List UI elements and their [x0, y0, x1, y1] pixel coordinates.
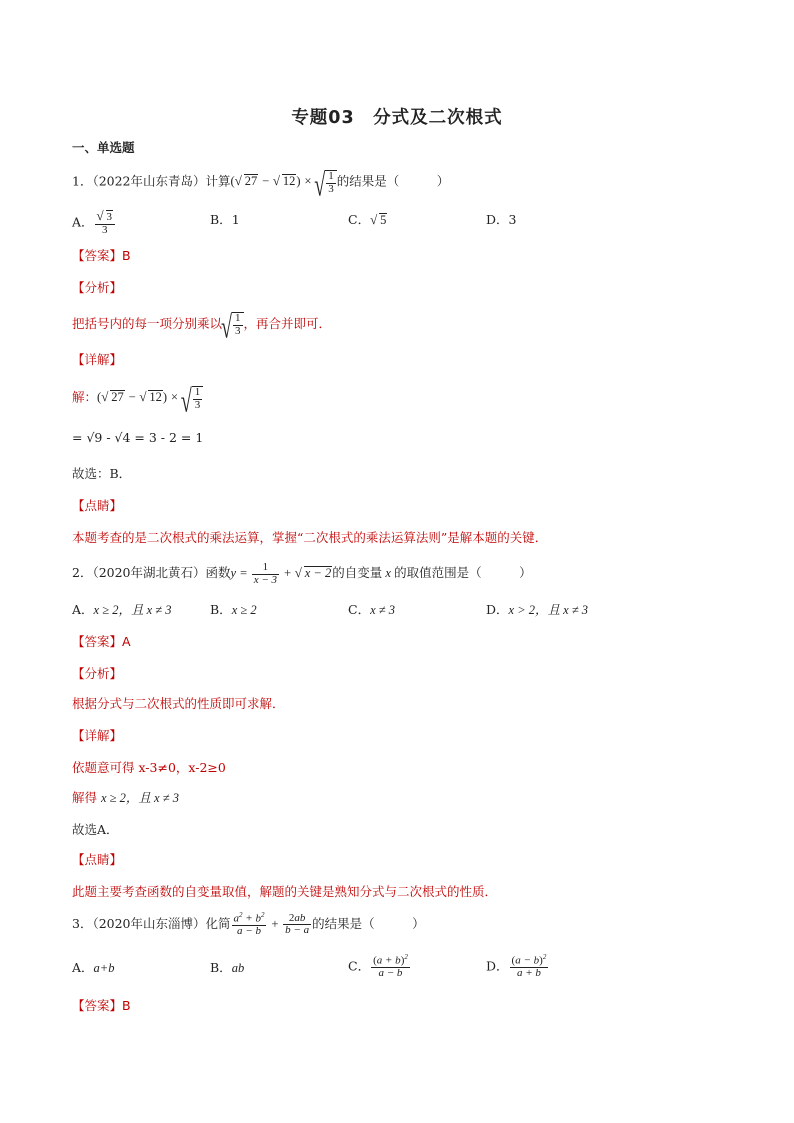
- option-b: B．x ≥ 2: [210, 602, 257, 617]
- option-a: A．a+b: [72, 960, 115, 975]
- q2-comment-label: 【点睛】: [72, 852, 123, 867]
- option-d: D．x > 2，且 x ≠ 3: [486, 602, 589, 617]
- question-1-prefix: 1．（2022年山东青岛）计算: [72, 173, 231, 189]
- option-c: C．x ≠ 3: [348, 602, 395, 617]
- option-c: C．√ 5: [348, 212, 387, 228]
- q1-answer: 【答案】B: [72, 248, 131, 263]
- q1-detail-line-3: 故选：B．: [72, 466, 132, 481]
- q2-detail-line-2: 解得 x ≥ 2，且 x ≠ 3: [72, 790, 179, 805]
- q2-detail-label: 【详解】: [72, 728, 123, 743]
- q3-answer: 【答案】B: [72, 998, 131, 1013]
- option-b: B．ab: [210, 960, 245, 975]
- option-b: B．1: [210, 212, 240, 227]
- option-a: A．x ≥ 2，且 x ≠ 3: [72, 602, 172, 617]
- option-d: D． $\frac{(a - b)^2}{a + b}$: [486, 953, 547, 980]
- q1-detail-expression: (√ 27 − √ 12) × √ $\frac{1}{3}$: [97, 390, 203, 404]
- q1-detail-label: 【详解】: [72, 352, 123, 367]
- q2-comment-text: 此题主要考查函数的自变量取值，解题的关键是熟知分式与二次根式的性质．: [72, 884, 498, 899]
- q1-detail-line-1: 解：(√ 27 − √ 12) × √ $\frac{1}{3}$: [72, 386, 203, 411]
- question-3: 3．（2020年山东淄博）化简 $\frac{a^2 + b^2}{a - b}$ + $\frac{2ab}{b - a}$ 的结果是（ ）: [72, 911, 425, 938]
- option-d: D．3: [486, 212, 517, 227]
- question-1: [72, 170, 449, 195]
- q1-analysis-text: 把括号内的每一项分别乘以 √ $\frac{1}{3}$ ，再合并即可．: [72, 312, 331, 337]
- question-3-expression: $\frac{a^2 + b^2}{a - b}$ + $\frac{2ab}{b - a}$: [233, 911, 310, 938]
- question-3-options: [72, 954, 732, 990]
- q2-detail-line-3: 故选A．: [72, 822, 119, 837]
- question-2-options: [72, 602, 732, 622]
- q1-detail-line-2: = √9 - √4 = 3 - 2 = 1: [72, 430, 204, 445]
- q2-analysis-label: 【分析】: [72, 666, 123, 681]
- question-2-expression: y = $\frac{1}{x - 3}$ + √ x − 2: [231, 566, 333, 580]
- option-c-value: $\frac{(a + b)^2}{a - b}$: [373, 953, 408, 980]
- question-1-suffix: 的结果是（ ）: [336, 173, 450, 189]
- q1-analysis-label: 【分析】: [72, 280, 123, 295]
- option-d-value: $\frac{(a - b)^2}{a + b}$: [511, 953, 547, 980]
- page-title: 专题03 分式及二次根式: [291, 108, 503, 128]
- q1-comment-label: 【点睛】: [72, 498, 123, 513]
- q1-analysis-expression: √ $\frac{1}{3}$: [222, 312, 244, 337]
- option-a: A． √ $\frac{3}{3}$: [72, 210, 116, 236]
- q2-answer: 【答案】A: [72, 634, 131, 649]
- q2-detail-line-1: 依题意可得 x-3≠0，x-2≥0: [72, 760, 226, 775]
- option-c-value: √ 5: [370, 213, 387, 227]
- q2-analysis-text: 根据分式与二次根式的性质即可求解．: [72, 696, 285, 711]
- q1-comment-text: 本题考查的是二次根式的乘法运算，掌握“二次根式的乘法运算法则”是解本题的关键．: [72, 530, 548, 545]
- section-heading: 一、单选题: [72, 140, 135, 155]
- question-1-options: [72, 208, 732, 236]
- question-2: 2．（2020年湖北黄石）函数y = $\frac{1}{x - 3}$ + √ x − 2的自变量 x 的取值范围是（ ）: [72, 562, 532, 586]
- option-c: C． $\frac{(a + b)^2}{a - b}$: [348, 953, 408, 980]
- question-1-expression: (√ 27 − √ 12) × √ $\frac{1}{3}$: [231, 174, 337, 188]
- option-a-value: √ $\frac{3}{3}$: [95, 210, 116, 236]
